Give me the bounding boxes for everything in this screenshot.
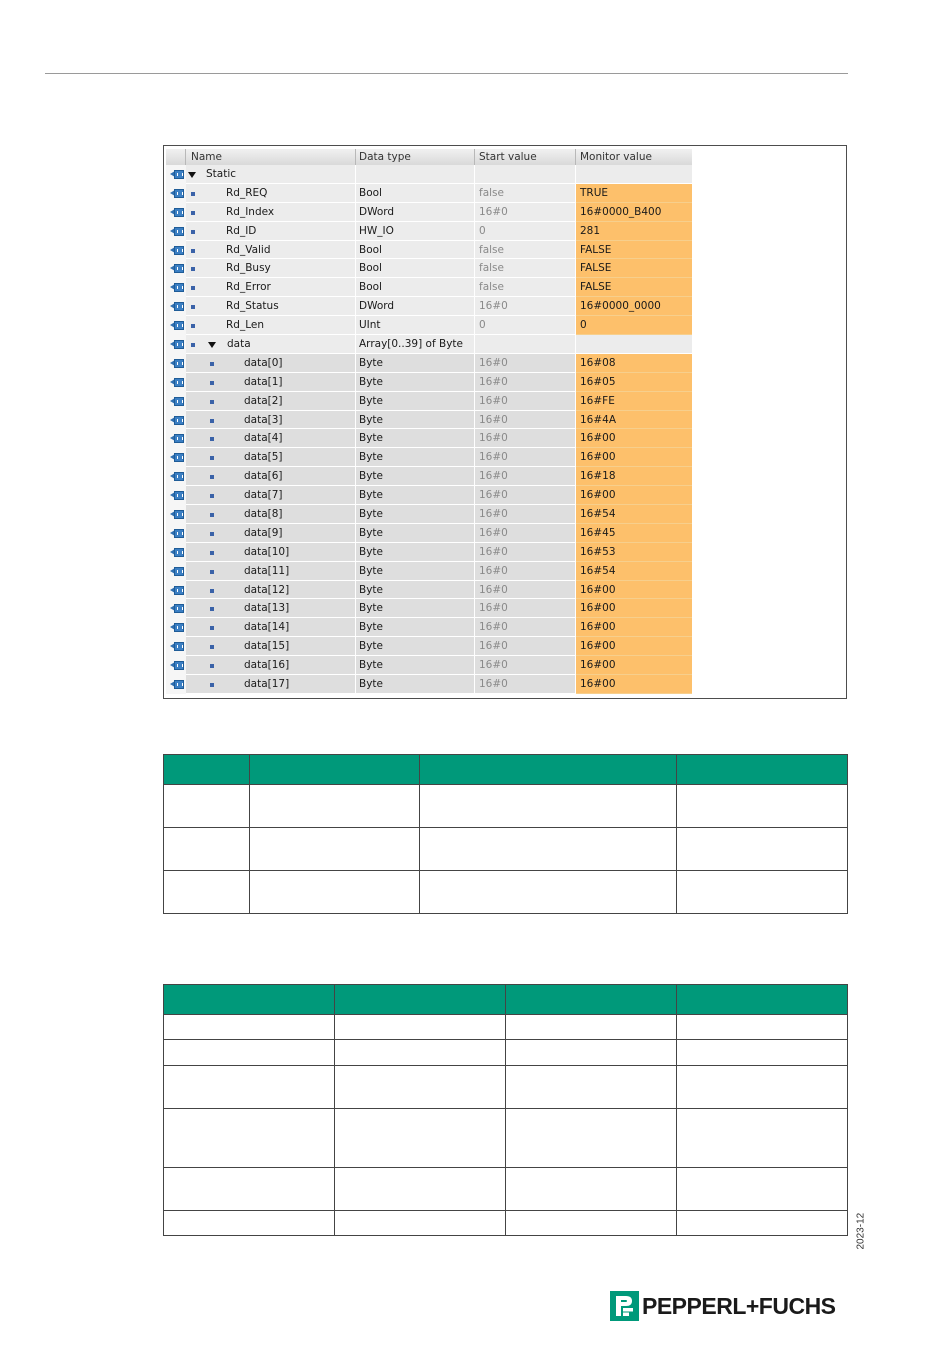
member-start-value[interactable]: false: [475, 241, 576, 260]
parameter-table-2: [163, 984, 848, 1236]
member-start-value[interactable]: 16#0: [475, 297, 576, 316]
table-row[interactable]: [166, 581, 692, 600]
table-row[interactable]: [166, 467, 692, 486]
member-name: data[5]: [244, 451, 283, 464]
member-name: Rd_Valid: [226, 243, 271, 256]
table-row[interactable]: [166, 656, 692, 675]
member-name: data[16]: [244, 659, 290, 672]
member-name: data: [227, 338, 251, 351]
member-start-value[interactable]: 16#0: [475, 354, 576, 373]
member-bullet-icon: [210, 683, 214, 687]
member-bullet-icon: [210, 513, 214, 517]
member-monitor-value: 16#18: [576, 467, 692, 486]
member-name: Rd_Status: [226, 300, 279, 313]
member-data-type: Byte: [356, 354, 475, 373]
member-name: data[4]: [244, 432, 283, 445]
table-header-row: [164, 985, 848, 1015]
member-name: data[0]: [244, 356, 283, 369]
table-row: [164, 1168, 848, 1211]
table-row[interactable]: [166, 259, 692, 278]
member-start-value[interactable]: 16#0: [475, 467, 576, 486]
static-label: Static: [206, 168, 237, 180]
member-start-value[interactable]: 16#0: [475, 392, 576, 411]
member-name: data[15]: [244, 640, 290, 653]
member-monitor-value: 16#00: [576, 581, 692, 600]
table-row[interactable]: [166, 429, 692, 448]
db-interface-icon: [170, 416, 184, 425]
table-row[interactable]: [166, 278, 692, 297]
member-bullet-icon: [210, 664, 214, 668]
member-name: data[2]: [244, 394, 283, 407]
member-data-type: DWord: [356, 203, 475, 222]
member-name: Rd_REQ: [226, 186, 268, 199]
member-bullet-icon: [210, 362, 214, 366]
member-start-value[interactable]: 16#0: [475, 637, 576, 656]
member-start-value[interactable]: 0: [475, 316, 576, 335]
table-row[interactable]: [166, 637, 692, 656]
member-data-type: DWord: [356, 297, 475, 316]
member-name: Rd_ID: [226, 224, 257, 237]
member-data-type: Bool: [356, 259, 475, 278]
member-name: Rd_Busy: [226, 262, 271, 275]
member-name: data[8]: [244, 508, 283, 521]
table-row[interactable]: [166, 411, 692, 430]
member-monitor-value: 281: [576, 222, 692, 241]
member-name: data[1]: [244, 375, 283, 388]
member-bullet-icon: [191, 211, 195, 215]
date-code: [854, 1207, 868, 1251]
db-interface-icon: [170, 623, 184, 632]
member-monitor-value: 16#00: [576, 637, 692, 656]
member-bullet-icon: [210, 494, 214, 498]
member-start-value[interactable]: 16#0: [475, 675, 576, 694]
member-start-value[interactable]: false: [475, 184, 576, 203]
table-row[interactable]: [166, 543, 692, 562]
db-interface-icon: [170, 302, 184, 311]
member-data-type: Byte: [356, 562, 475, 581]
member-monitor-value: 16#00: [576, 448, 692, 467]
member-name: data[14]: [244, 621, 290, 634]
member-start-value[interactable]: 16#0: [475, 448, 576, 467]
table-row[interactable]: [166, 448, 692, 467]
member-bullet-icon: [210, 645, 214, 649]
table-row: [164, 1211, 848, 1236]
member-bullet-icon: [210, 400, 214, 404]
member-start-value[interactable]: 16#0: [475, 411, 576, 430]
db-interface-icon: [170, 283, 184, 292]
member-monitor-value: 16#0000_0000: [576, 297, 692, 316]
member-bullet-icon: [210, 607, 214, 611]
member-monitor-value: 16#53: [576, 543, 692, 562]
table-row: [164, 1040, 848, 1066]
db-interface-icon: [170, 397, 184, 406]
table-row: [164, 1109, 848, 1168]
data-array-row[interactable]: [166, 335, 692, 354]
member-data-type: Bool: [356, 278, 475, 297]
brand-name: PEPPERL+FUCHS: [642, 1292, 836, 1319]
member-bullet-icon: [191, 324, 195, 328]
member-data-type: HW_IO: [356, 222, 475, 241]
table-row[interactable]: [166, 618, 692, 637]
db-interface-icon: [170, 359, 184, 368]
member-name: Rd_Len: [226, 319, 264, 332]
member-name: data[17]: [244, 678, 290, 691]
db-interface-icon: [170, 680, 184, 689]
member-bullet-icon: [210, 475, 214, 479]
member-bullet-icon: [210, 589, 214, 593]
table-row[interactable]: [166, 297, 692, 316]
member-monitor-value: TRUE: [576, 184, 692, 203]
member-monitor-value: 16#4A: [576, 411, 692, 430]
member-data-type: Bool: [356, 184, 475, 203]
member-bullet-icon: [210, 570, 214, 574]
monitor-grid: [166, 149, 692, 694]
member-bullet-icon: [191, 286, 195, 290]
col-header-data-type[interactable]: Data type: [356, 149, 475, 165]
member-start-value[interactable]: 16#0: [475, 505, 576, 524]
member-bullet-icon: [191, 305, 195, 309]
grid-header-row: [166, 149, 692, 165]
brand-logo: [610, 1290, 836, 1322]
static-row[interactable]: [166, 165, 692, 184]
member-data-type: Byte: [356, 392, 475, 411]
db-interface-icon: [170, 170, 184, 179]
member-bullet-icon: [210, 419, 214, 423]
member-monitor-value: 16#00: [576, 429, 692, 448]
db-interface-icon: [170, 472, 184, 481]
member-data-type: Byte: [356, 599, 475, 618]
member-monitor-value: FALSE: [576, 278, 692, 297]
db-interface-icon: [170, 661, 184, 670]
tia-monitor-screenshot: [163, 145, 847, 699]
member-data-type: Byte: [356, 524, 475, 543]
member-start-value[interactable]: [475, 335, 576, 354]
member-monitor-value: 16#0000_B400: [576, 203, 692, 222]
member-monitor-value: 16#00: [576, 675, 692, 694]
member-monitor-value: 16#00: [576, 486, 692, 505]
db-interface-icon: [170, 604, 184, 613]
member-bullet-icon: [210, 456, 214, 460]
member-data-type: UInt: [356, 316, 475, 335]
date-code-text: 2023-12: [855, 1212, 867, 1250]
member-start-value[interactable]: 16#0: [475, 581, 576, 600]
db-interface-icon: [170, 510, 184, 519]
member-name: data[3]: [244, 413, 283, 426]
member-name: data[10]: [244, 545, 290, 558]
member-start-value[interactable]: 0: [475, 222, 576, 241]
table-row: [164, 785, 848, 828]
member-data-type: Byte: [356, 618, 475, 637]
db-interface-icon: [170, 491, 184, 500]
member-start-value[interactable]: 16#0: [475, 562, 576, 581]
member-bullet-icon: [210, 626, 214, 630]
member-bullet-icon: [191, 267, 195, 271]
db-interface-icon: [170, 586, 184, 595]
table-row[interactable]: [166, 599, 692, 618]
pepperl-fuchs-logo-icon: [610, 1291, 639, 1321]
table-row: [164, 871, 848, 914]
member-name: data[13]: [244, 602, 290, 615]
table-row[interactable]: [166, 354, 692, 373]
db-interface-icon: [170, 453, 184, 462]
member-data-type: Array[0..39] of Byte: [356, 335, 475, 354]
member-bullet-icon: [191, 249, 195, 253]
table-row[interactable]: [166, 203, 692, 222]
member-start-value[interactable]: 16#0: [475, 656, 576, 675]
member-bullet-icon: [210, 381, 214, 385]
member-monitor-value: 16#54: [576, 505, 692, 524]
member-start-value[interactable]: 16#0: [475, 429, 576, 448]
table-row[interactable]: [166, 373, 692, 392]
member-bullet-icon: [210, 532, 214, 536]
member-data-type: Byte: [356, 543, 475, 562]
member-name: data[12]: [244, 583, 290, 596]
member-start-value[interactable]: 16#0: [475, 203, 576, 222]
member-start-value[interactable]: 16#0: [475, 543, 576, 562]
member-monitor-value: 16#FE: [576, 392, 692, 411]
member-bullet-icon: [210, 551, 214, 555]
member-start-value[interactable]: 16#0: [475, 486, 576, 505]
member-name: Rd_Index: [226, 205, 275, 218]
table-row[interactable]: [166, 222, 692, 241]
member-name: data[11]: [244, 564, 290, 577]
member-monitor-value: 16#00: [576, 656, 692, 675]
collapse-triangle-icon[interactable]: [188, 172, 196, 178]
member-data-type: Byte: [356, 675, 475, 694]
db-interface-icon: [170, 378, 184, 387]
col-header-name[interactable]: Name: [186, 149, 356, 165]
member-data-type: Byte: [356, 637, 475, 656]
table-row[interactable]: [166, 241, 692, 260]
table-row[interactable]: [166, 486, 692, 505]
member-name: data[7]: [244, 489, 283, 502]
member-data-type: Byte: [356, 467, 475, 486]
member-start-value[interactable]: 16#0: [475, 524, 576, 543]
member-data-type: Byte: [356, 581, 475, 600]
member-start-value[interactable]: false: [475, 259, 576, 278]
member-monitor-value: 16#08: [576, 354, 692, 373]
member-data-type: Byte: [356, 486, 475, 505]
table-row[interactable]: [166, 505, 692, 524]
member-name: Rd_Error: [226, 281, 271, 294]
db-interface-icon: [170, 227, 184, 236]
member-monitor-value: 16#00: [576, 618, 692, 637]
db-interface-icon: [170, 548, 184, 557]
header-rule: [45, 73, 848, 74]
member-start-value[interactable]: 16#0: [475, 373, 576, 392]
member-data-type: Byte: [356, 429, 475, 448]
table-row: [164, 1015, 848, 1040]
db-interface-icon: [170, 246, 184, 255]
db-interface-icon: [170, 208, 184, 217]
member-data-type: Byte: [356, 656, 475, 675]
member-start-value[interactable]: false: [475, 278, 576, 297]
parameter-table-1: [163, 754, 848, 914]
table-row: [164, 828, 848, 871]
member-monitor-value: FALSE: [576, 241, 692, 260]
member-bullet-icon: [191, 192, 195, 196]
db-interface-icon: [170, 642, 184, 651]
table-row: [164, 1066, 848, 1109]
member-start-value[interactable]: 16#0: [475, 599, 576, 618]
member-monitor-value: [576, 335, 692, 354]
db-interface-icon: [170, 529, 184, 538]
db-interface-icon: [170, 340, 184, 349]
db-interface-icon: [170, 434, 184, 443]
table-row[interactable]: [166, 675, 692, 694]
member-monitor-value: 16#05: [576, 373, 692, 392]
member-name: data[9]: [244, 526, 283, 539]
member-bullet-icon: [191, 343, 195, 347]
db-interface-icon: [170, 264, 184, 273]
collapse-triangle-icon[interactable]: [208, 342, 216, 348]
table-row[interactable]: [166, 316, 692, 335]
member-name: data[6]: [244, 470, 283, 483]
member-monitor-value: 16#54: [576, 562, 692, 581]
member-data-type: Byte: [356, 411, 475, 430]
member-data-type: Bool: [356, 241, 475, 260]
member-start-value[interactable]: 16#0: [475, 618, 576, 637]
member-data-type: Byte: [356, 505, 475, 524]
table-row[interactable]: [166, 562, 692, 581]
table-header-row: [164, 755, 848, 785]
header-icon-col: [166, 149, 186, 165]
member-monitor-value: 16#45: [576, 524, 692, 543]
table-row[interactable]: [166, 184, 692, 203]
col-header-monitor-value[interactable]: Monitor value: [580, 151, 652, 163]
table-row[interactable]: [166, 392, 692, 411]
member-bullet-icon: [191, 230, 195, 234]
table-row[interactable]: [166, 524, 692, 543]
member-monitor-value: FALSE: [576, 259, 692, 278]
member-monitor-value: 0: [576, 316, 692, 335]
member-data-type: Byte: [356, 448, 475, 467]
db-interface-icon: [170, 321, 184, 330]
col-header-start-value[interactable]: Start value: [475, 149, 576, 165]
member-data-type: Byte: [356, 373, 475, 392]
db-interface-icon: [170, 567, 184, 576]
member-bullet-icon: [210, 437, 214, 441]
member-monitor-value: 16#00: [576, 599, 692, 618]
db-interface-icon: [170, 189, 184, 198]
